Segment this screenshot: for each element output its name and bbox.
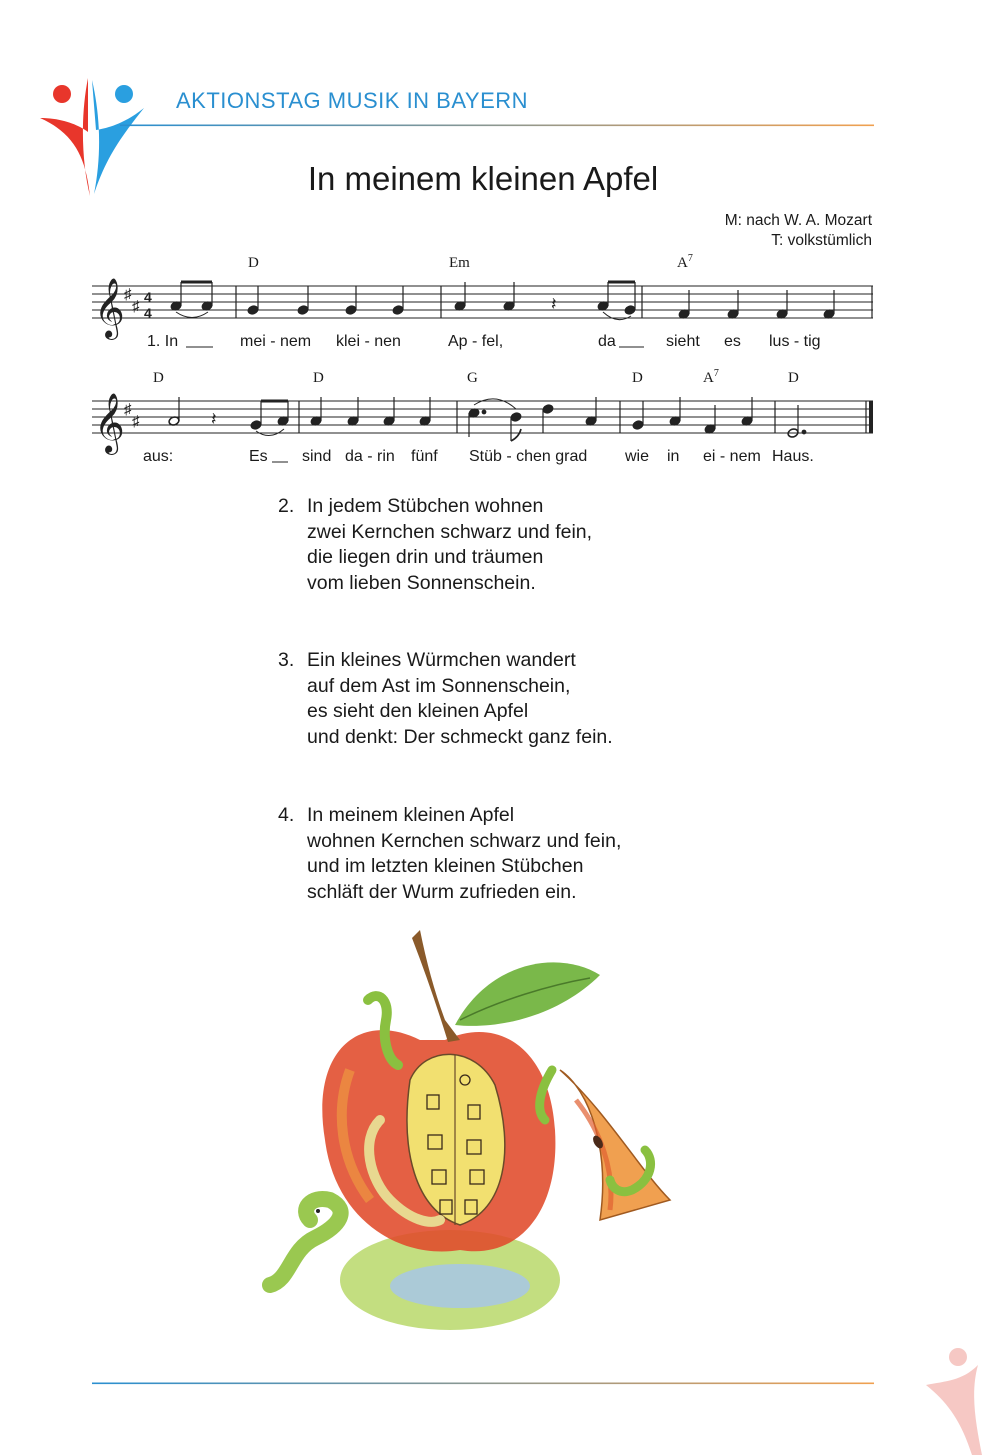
quarter-rest-icon: 𝄽	[211, 409, 217, 429]
sharp-c-icon: ♯	[132, 298, 140, 315]
lyric: klei - nen	[336, 333, 401, 350]
apple-house-illustration	[260, 920, 690, 1340]
time-sig-bottom: 4	[144, 305, 152, 321]
lyric: aus:	[143, 448, 174, 465]
lyric: lus - tig	[769, 333, 821, 350]
verse-number: 2.	[278, 495, 295, 517]
slur-3	[256, 429, 284, 436]
credit-text: T: volkstümlich	[771, 232, 872, 249]
corner-logo-icon	[918, 1345, 1000, 1455]
lyric: ei - nem	[703, 448, 761, 465]
final-barline	[869, 401, 873, 433]
verse-line: zwei Kernchen schwarz und fein,	[307, 520, 593, 543]
verse-line: wohnen Kernchen schwarz und fein,	[307, 829, 622, 852]
chord-label: G	[467, 370, 478, 386]
chord-label: Em	[449, 255, 470, 271]
verse-line: In jedem Stübchen wohnen	[307, 495, 544, 517]
staff-lines-2	[92, 401, 873, 433]
treble-clef-icon: 𝄞	[94, 279, 125, 337]
treble-clef-icon: 𝄞	[94, 394, 125, 452]
verse-4	[278, 803, 621, 906]
chord-label: D	[248, 255, 259, 271]
slur-1	[176, 312, 208, 318]
verse-number: 3.	[278, 649, 295, 671]
chord-label: D	[313, 370, 324, 386]
verse-line: Ein kleines Würmchen wandert	[307, 649, 576, 671]
lyric: 1. In	[147, 333, 179, 350]
lyric: sieht	[666, 333, 700, 350]
sharp-f-icon: ♯	[124, 401, 132, 418]
header-rule	[120, 124, 874, 128]
verse-line: und denkt: Der schmeckt ganz fein.	[307, 726, 613, 749]
chord-label: D	[153, 370, 164, 386]
sharp-c-icon: ♯	[132, 413, 140, 430]
quarter-rest-icon: 𝄽	[551, 294, 557, 314]
lyric: Stüb - chen grad	[469, 448, 588, 465]
verse-line: auf dem Ast im Sonnenschein,	[307, 674, 571, 697]
verse-line: In meinem kleinen Apfel	[307, 804, 515, 826]
chord-label: $A^7$	[703, 368, 719, 386]
lyric: mei - nem	[240, 333, 312, 350]
chord-label: $A^7$	[677, 253, 693, 271]
lyric: sind	[302, 448, 332, 465]
chord-label: D	[788, 370, 799, 386]
music-score	[0, 245, 1000, 475]
verse-line: und im letzten kleinen Stübchen	[307, 855, 584, 878]
tie-1	[474, 399, 516, 409]
lyric: Haus.	[772, 448, 814, 465]
lyric: in	[667, 448, 680, 465]
verse-line: die liegen drin und träumen	[307, 546, 544, 569]
lyric: es	[724, 333, 741, 350]
verse-number: 4.	[278, 804, 295, 826]
credit-music: M: nach W. A. Mozart	[724, 212, 872, 229]
notes-1	[170, 282, 835, 319]
verse-3	[278, 648, 613, 751]
sharp-f-icon: ♯	[124, 286, 132, 303]
lyric: wie	[625, 448, 650, 465]
chord-label: D	[632, 370, 643, 386]
lyric: Es	[249, 448, 268, 465]
lyric: da	[598, 333, 616, 350]
verse-line: schläft der Wurm zufrieden ein.	[307, 881, 577, 904]
verse-line: es sieht den kleinen Apfel	[307, 700, 529, 723]
time-sig-top: 4	[144, 289, 152, 305]
header-title: AKTIONSTAG MUSIK IN BAYERN	[176, 88, 529, 113]
lyric: fünf	[411, 448, 438, 465]
song-title: In meinem kleinen Apfel	[307, 160, 659, 197]
verse-line: vom lieben Sonnenschein.	[307, 572, 536, 595]
lyric: da - rin	[345, 448, 395, 465]
lyric: Ap - fel,	[448, 333, 504, 350]
footer-rule	[92, 1382, 874, 1386]
verse-2	[278, 494, 592, 597]
